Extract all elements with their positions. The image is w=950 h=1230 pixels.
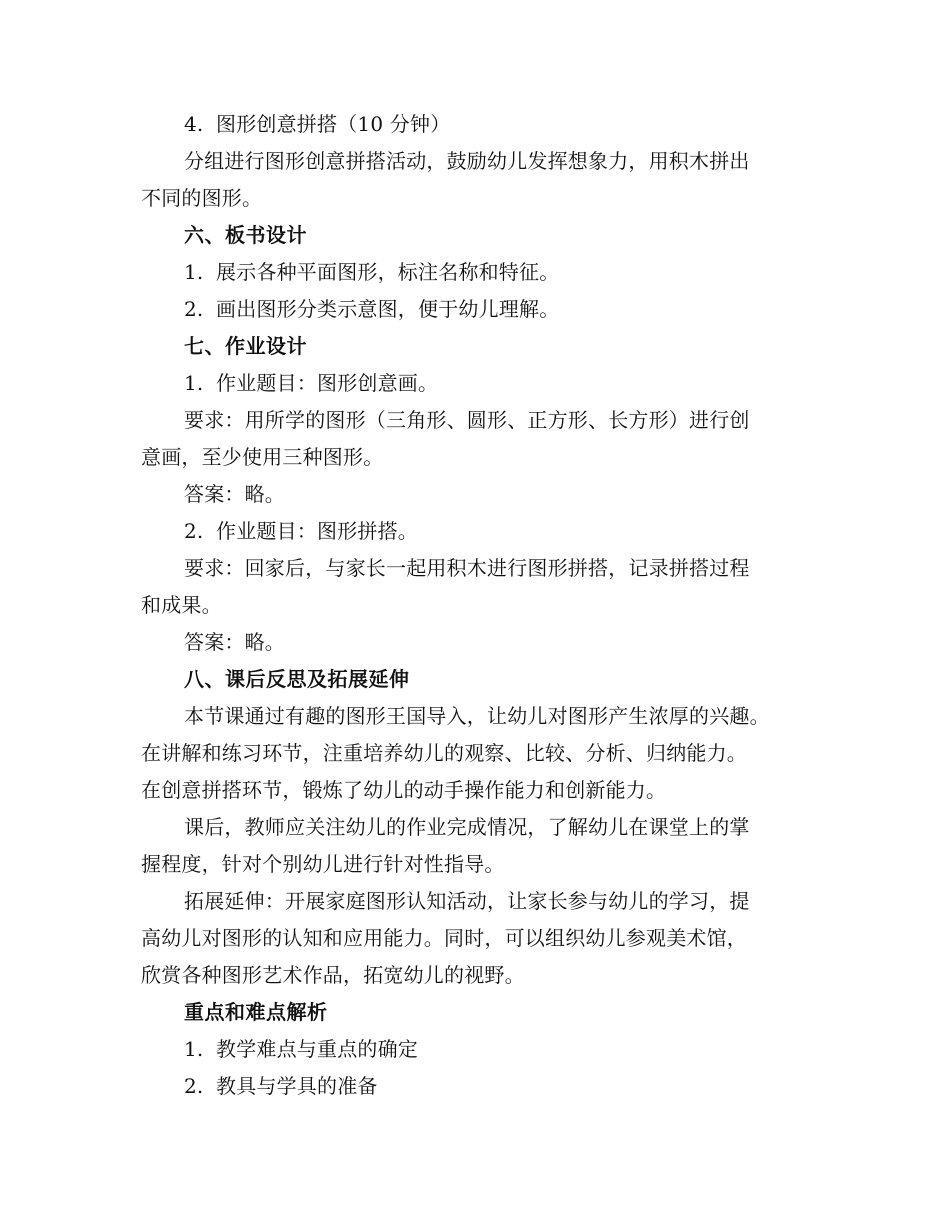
paragraph-line: 拓展延伸：开展家庭图形认知活动，让家长参与幼儿的学习，提 [184,889,750,913]
list-item [141,291,811,328]
paragraph-continuation: 和成果。 [141,593,222,617]
paragraph-continuation: 不同的图形。 [141,186,263,210]
list-text: 展示各种平面图形，标注名称和特征。 [216,260,560,284]
list-item [141,1031,811,1068]
list-number: 2. [184,519,204,543]
list-text: 教具与学具的准备 [216,1074,378,1098]
paragraph-continuation: 欣赏各种图形艺术作品，拓宽幼儿的视野。 [141,963,525,987]
paragraph-line: 课后，教师应关注幼儿的作业完成情况，了解幼儿在课堂上的掌 [184,815,750,839]
list-text: 教学难点与重点的确定 [216,1037,418,1061]
paragraph-continuation: 握程度，针对个别幼儿进行针对性指导。 [141,852,505,876]
list-text: 图形创意拼搭（10 分钟） [216,112,451,136]
paragraph-line: 本节课通过有趣的图形王国导入，让幼儿对图形产生浓厚的兴趣。 [184,704,770,728]
list-item [141,365,811,402]
paragraph-line: 答案：略。 [184,630,285,654]
list-number: 1. [184,1037,204,1061]
list-text: 画出图形分类示意图，便于幼儿理解。 [216,297,560,321]
paragraph-continuation: 高幼儿对图形的认知和应用能力。同时，可以组织幼儿参观美术馆， [141,926,747,950]
list-text: 作业题目：图形创意画。 [216,371,439,395]
section-heading: 六、板书设计 [184,223,307,247]
paragraph-line: 答案：略。 [184,482,285,506]
list-number: 4. [184,112,204,136]
paragraph-line: 分组进行图形创意拼搭活动，鼓励幼儿发挥想象力，用积木拼出 [184,149,750,173]
section-heading: 重点和难点解析 [184,1000,328,1024]
paragraph-continuation: 在创意拼搭环节，锻炼了幼儿的动手操作能力和创新能力。 [141,778,667,802]
paragraph-line: 要求：用所学的图形（三角形、圆形、正方形、长方形）进行创 [184,408,750,432]
list-item [141,254,811,291]
list-number: 1. [184,371,204,395]
document-body [141,106,811,1105]
list-item [141,513,811,550]
paragraph-line: 要求：回家后，与家长一起用积木进行图形拼搭，记录拼搭过程 [184,556,750,580]
list-number: 2. [184,1074,204,1098]
list-item [141,1068,811,1105]
list-item [141,106,811,143]
list-number: 2. [184,297,204,321]
list-text: 作业题目：图形拼搭。 [216,519,418,543]
section-heading: 七、作业设计 [184,334,307,358]
list-number: 1. [184,260,204,284]
paragraph-continuation: 在讲解和练习环节，注重培养幼儿的观察、比较、分析、归纳能力。 [141,741,747,765]
section-heading: 八、课后反思及拓展延伸 [184,667,410,691]
paragraph-continuation: 意画，至少使用三种图形。 [141,445,384,469]
